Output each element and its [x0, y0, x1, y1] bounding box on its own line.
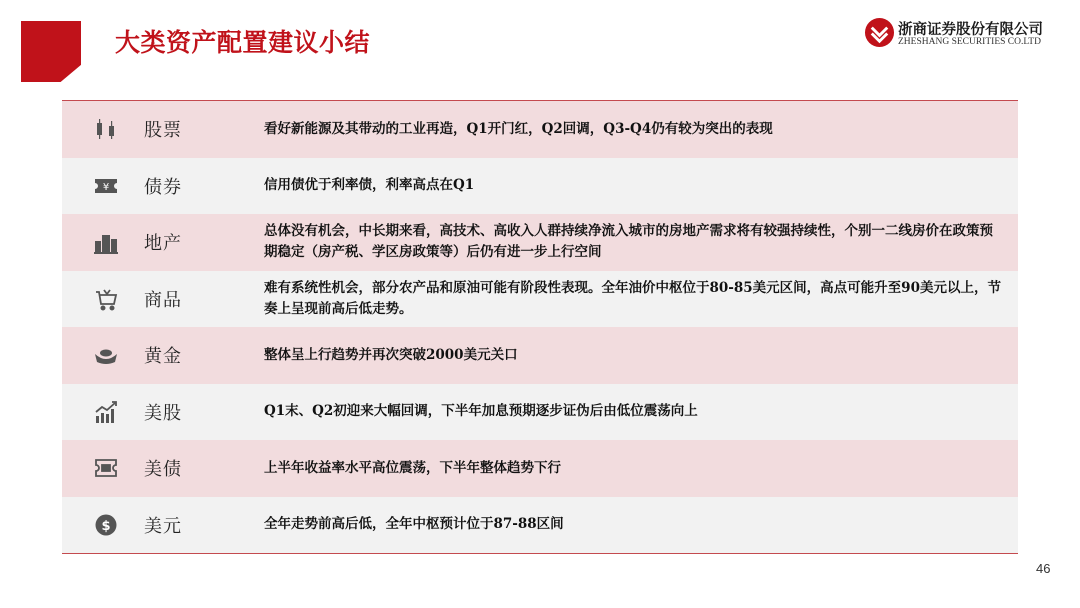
page-number: 46 [1036, 561, 1051, 576]
row-text: 总体没有机会，中长期来看，高技术、高收入人群持续净流入城市的房地产需求将有较强持续性，个别一二线房价在政策预期稳定（房产税、学区房政策等）后仍有进一步上行空间 [264, 223, 993, 261]
row-label: 商品 [144, 289, 182, 311]
row-label: 美股 [144, 402, 182, 424]
table-row [62, 327, 1018, 384]
table-row [62, 271, 1018, 328]
table-row [62, 497, 1018, 554]
yen-ticket-icon [62, 173, 136, 199]
bond-certificate-icon [62, 455, 136, 481]
row-text: 难有系统性机会，部分农产品和原油可能有阶段性表现。全年油价中枢位于80-85美元区间，高点可能升至90美元以上，节奏上呈现前高后低走势。 [264, 279, 1001, 317]
table-row [62, 440, 1018, 497]
svg-text:¥: ¥ [102, 181, 110, 193]
company-logo [864, 17, 1059, 51]
table-row [62, 158, 1018, 215]
row-label: 债券 [144, 176, 182, 198]
candlestick-icon [62, 116, 136, 142]
svg-text:$: $ [101, 518, 111, 534]
gold-ingot-icon [62, 342, 136, 368]
row-label: 美元 [144, 515, 182, 537]
row-text: Q1末、Q2初迎来大幅回调，下半年加息预期逐步证伪后由低位震荡向上 [264, 403, 698, 420]
row-text: 信用债优于利率债，利率高点在Q1 [264, 177, 475, 194]
row-text: 整体呈上行趋势并再次突破2000美元关口 [264, 346, 518, 363]
row-text: 看好新能源及其带动的工业再造，Q1开门红，Q2回调，Q3-Q4仍有较为突出的表现 [264, 120, 773, 137]
row-label: 股票 [144, 120, 182, 142]
row-text: 上半年收益率水平高位震荡，下半年整体趋势下行 [264, 459, 561, 476]
table-row [62, 384, 1018, 441]
dollar-coin-icon [62, 512, 136, 538]
table-row [62, 101, 1018, 158]
row-label: 地产 [144, 233, 182, 255]
row-text: 全年走势前高后低，全年中枢预计位于87-88区间 [264, 516, 564, 533]
asset-allocation-table [62, 100, 1018, 554]
company-logo-icon [864, 17, 895, 48]
shopping-cart-icon [62, 286, 136, 312]
company-name-cn: 浙商证券股份有限公司 [898, 22, 1043, 38]
row-label: 黄金 [144, 346, 182, 368]
bar-chart-up-icon [62, 399, 136, 425]
table-row [62, 214, 1018, 271]
company-name-en: ZHESHANG SECURITIES CO.LTD [898, 37, 1041, 47]
corner-accent [21, 21, 81, 82]
row-label: 美债 [144, 459, 182, 481]
page-title: 大类资产配置建议小结 [115, 28, 371, 57]
buildings-icon [62, 229, 136, 255]
